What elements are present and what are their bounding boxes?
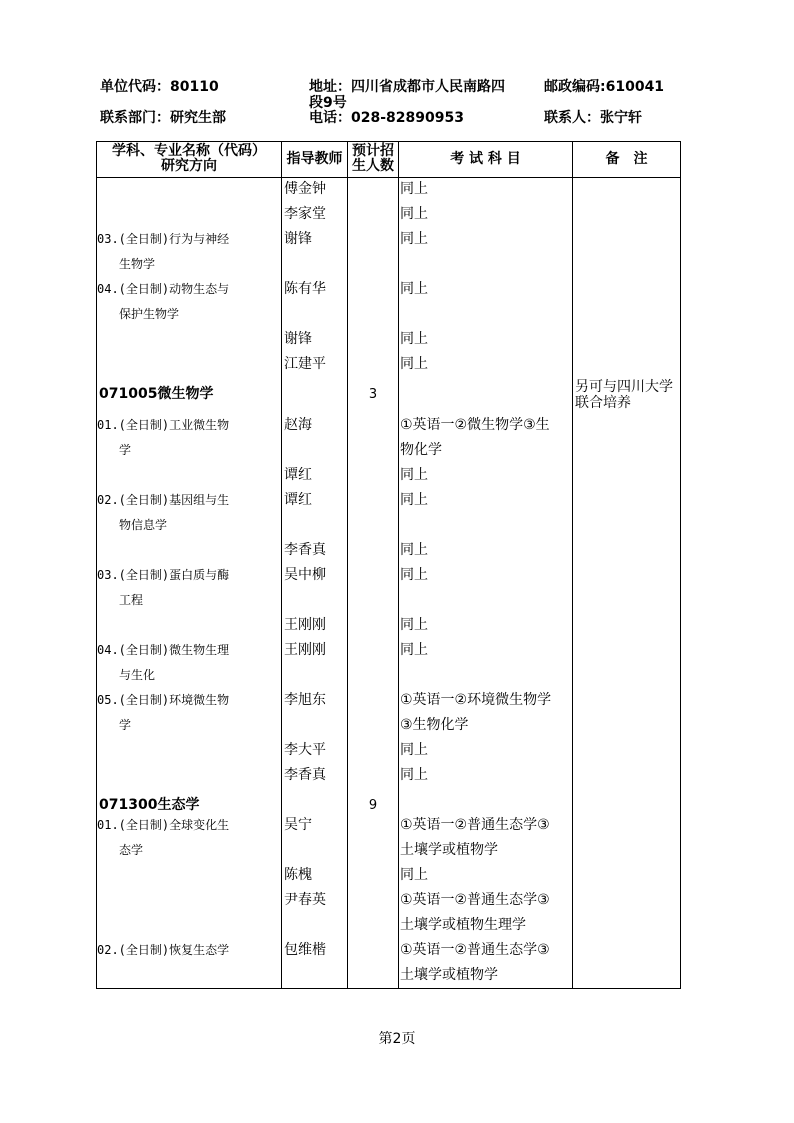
col-border-1 [281, 141, 282, 989]
col-border-4 [572, 141, 573, 989]
contact-person: 联系人：张宁轩 [544, 110, 642, 126]
supervisor-name: 谢锋 [284, 231, 312, 247]
supervisor-name: 陈槐 [284, 867, 312, 883]
exam-subjects: 同上 [400, 542, 428, 558]
header-bottom-border [96, 177, 681, 178]
research-direction: 学 [119, 443, 132, 457]
exam-subjects: 同上 [400, 231, 428, 247]
exam-subjects: ③生物化学 [400, 717, 469, 733]
exam-subjects: 同上 [400, 567, 428, 583]
exam-subjects: 物化学 [400, 442, 442, 458]
exam-subjects: 同上 [400, 642, 428, 658]
col-header-exam: 考 试 科 目 [450, 151, 521, 167]
exam-subjects: 同上 [400, 867, 428, 883]
exam-subjects: ①英语一②普通生态学③ [400, 942, 550, 958]
research-direction: 01.(全日制)全球变化生 [97, 818, 230, 832]
research-direction: 02.(全日制)基因组与生 [97, 493, 230, 507]
enrollment-count: 9 [368, 798, 378, 813]
exam-subjects: 同上 [400, 331, 428, 347]
enrollment-count: 3 [368, 387, 378, 402]
exam-subjects: ①英语一②微生物学③生 [400, 417, 550, 433]
col-header-subject [97, 144, 281, 174]
exam-subjects: 同上 [400, 742, 428, 758]
supervisor-name: 江建平 [284, 356, 326, 372]
address-line-1: 地址：四川省成都市人民南路四 [309, 79, 505, 95]
supervisor-name: 尹春英 [284, 892, 326, 908]
supervisor-name: 谭红 [284, 492, 312, 508]
research-direction: 物信息学 [119, 518, 168, 532]
research-direction: 工程 [119, 593, 144, 607]
supervisor-name: 王刚刚 [284, 642, 326, 658]
page-number: 第2页 [378, 1031, 416, 1047]
supervisor-name: 吴中柳 [284, 567, 326, 583]
phone: 电话：028-82890953 [309, 110, 464, 126]
exam-subjects: 同上 [400, 767, 428, 783]
exam-subjects: 同上 [400, 206, 428, 222]
col-header-quota [348, 144, 398, 174]
note-cell: 另可与四川大学联合培养 [575, 379, 673, 411]
exam-subjects: 土壤学或植物学 [400, 842, 498, 858]
col-border-5 [680, 141, 681, 989]
supervisor-name: 包维楷 [284, 942, 326, 958]
col-header-subject-line1: 学科、专业名称（代码） [112, 143, 266, 159]
exam-subjects: 土壤学或植物学 [400, 967, 498, 983]
col-border-2 [347, 141, 348, 989]
supervisor-name: 李旭东 [284, 692, 326, 708]
supervisor-name: 傅金钟 [284, 181, 326, 197]
col-header-subject-line2: 研究方向 [161, 158, 217, 174]
research-direction: 与生化 [119, 668, 156, 682]
address-line-2: 段9号 [309, 95, 347, 111]
research-direction: 01.(全日制)工业微生物 [97, 418, 230, 432]
col-header-note: 备 注 [605, 151, 648, 167]
supervisor-name: 陈有华 [284, 281, 326, 297]
research-direction: 生物学 [119, 257, 156, 271]
exam-subjects: 土壤学或植物生理学 [400, 917, 526, 933]
research-direction: 02.(全日制)恢复生态学 [97, 943, 230, 957]
col-border-3 [398, 141, 399, 989]
supervisor-name: 赵海 [284, 417, 312, 433]
exam-subjects: 同上 [400, 281, 428, 297]
supervisor-name: 李家堂 [284, 206, 326, 222]
research-direction: 保护生物学 [119, 307, 180, 321]
supervisor-name: 谢锋 [284, 331, 312, 347]
major-name: 071005微生物学 [99, 386, 214, 402]
table-bottom-border [96, 988, 681, 989]
research-direction: 03.(全日制)蛋白质与酶 [97, 568, 230, 582]
postcode: 邮政编码:610041 [544, 79, 665, 95]
exam-subjects: ①英语一②普通生态学③ [400, 817, 550, 833]
research-direction: 04.(全日制)动物生态与 [97, 282, 230, 296]
major-name: 071300生态学 [99, 797, 200, 813]
research-direction: 态学 [119, 843, 144, 857]
exam-subjects: 同上 [400, 181, 428, 197]
contact-department: 联系部门：研究生部 [100, 110, 226, 126]
research-direction: 03.(全日制)行为与神经 [97, 232, 230, 246]
supervisor-name: 李香真 [284, 542, 326, 558]
supervisor-name: 李大平 [284, 742, 326, 758]
exam-subjects: 同上 [400, 492, 428, 508]
exam-subjects: ①英语一②普通生态学③ [400, 892, 550, 908]
exam-subjects: 同上 [400, 356, 428, 372]
exam-subjects: ①英语一②环境微生物学 [400, 692, 552, 708]
supervisor-name: 吴宁 [284, 817, 312, 833]
exam-subjects: 同上 [400, 617, 428, 633]
unit-code: 单位代码：80110 [100, 79, 219, 95]
supervisor-name: 谭红 [284, 467, 312, 483]
supervisor-name: 王刚刚 [284, 617, 326, 633]
research-direction: 05.(全日制)环境微生物 [97, 693, 230, 707]
col-header-quota-line2: 生人数 [352, 158, 394, 174]
research-direction: 学 [119, 718, 132, 732]
col-header-quota-line1: 预计招 [352, 143, 394, 159]
supervisor-name: 李香真 [284, 767, 326, 783]
research-direction: 04.(全日制)微生物生理 [97, 643, 230, 657]
col-header-supervisor: 指导教师 [286, 151, 343, 167]
table-top-border [96, 141, 681, 142]
exam-subjects: 同上 [400, 467, 428, 483]
